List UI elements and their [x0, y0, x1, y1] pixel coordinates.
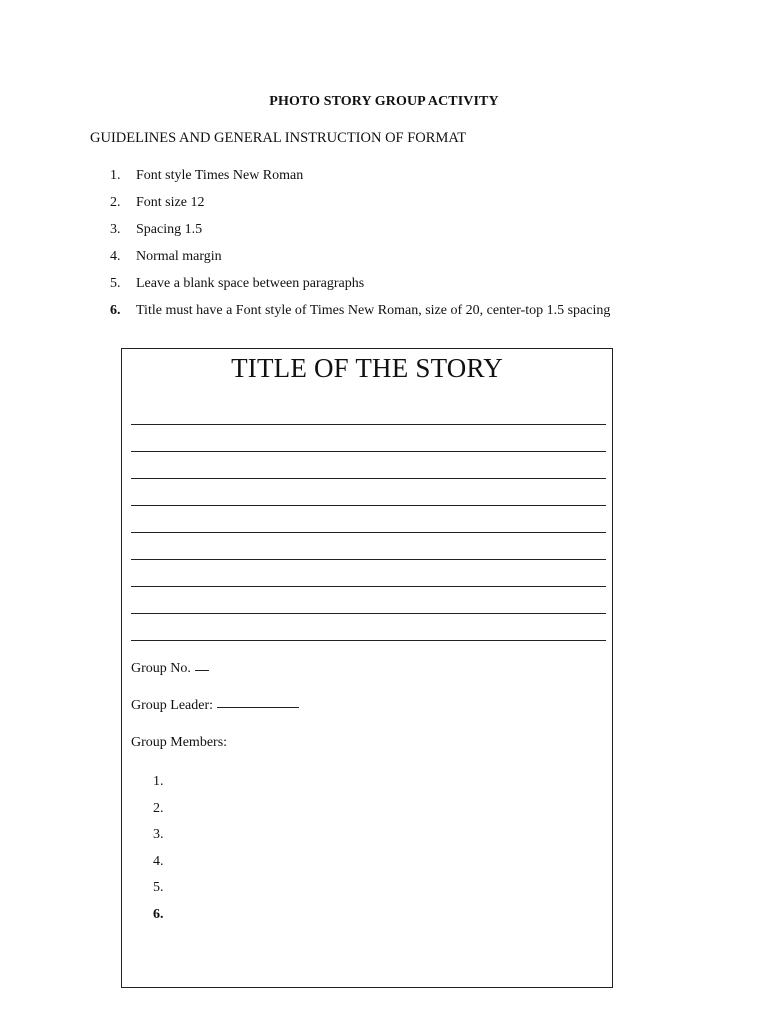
guideline-item	[110, 167, 610, 194]
guideline-item	[110, 194, 610, 221]
group-members-label: Group Members:	[131, 735, 228, 750]
story-template-box	[121, 348, 613, 988]
guideline-item	[110, 302, 610, 329]
guideline-text: Normal margin	[136, 249, 222, 264]
guideline-number: 2.	[110, 195, 121, 210]
members-list	[153, 774, 164, 933]
group-leader-blank	[217, 706, 299, 708]
writing-line	[131, 614, 606, 641]
guideline-item	[110, 221, 610, 248]
group-no-field	[131, 661, 209, 677]
guideline-number: 4.	[110, 249, 121, 264]
member-item: 6.	[153, 906, 164, 922]
guideline-number: 6.	[110, 303, 121, 318]
writing-lines	[131, 424, 606, 641]
group-leader-field	[131, 698, 299, 714]
guidelines-heading: GUIDELINES AND GENERAL INSTRUCTION OF FORMAT	[90, 130, 467, 146]
guideline-text: Leave a blank space between paragraphs	[136, 276, 365, 291]
writing-line	[131, 425, 606, 452]
guideline-number: 3.	[110, 222, 121, 237]
group-members-field	[131, 735, 227, 751]
guideline-number: 1.	[110, 168, 121, 183]
guideline-text: Font style Times New Roman	[136, 168, 304, 183]
member-item: 2.	[153, 800, 164, 816]
group-no-label: Group No.	[131, 661, 191, 676]
guideline-text: Spacing 1.5	[136, 222, 203, 237]
member-item: 1.	[153, 774, 164, 789]
group-leader-label: Group Leader:	[131, 698, 214, 713]
guideline-text: Title must have a Font style of Times New Roman, size of 20, center-top 1.5 spacing	[136, 303, 611, 318]
member-item: 3.	[153, 827, 164, 842]
writing-line	[131, 587, 606, 614]
writing-line	[131, 452, 606, 479]
guideline-item	[110, 275, 610, 302]
member-item: 5.	[153, 880, 164, 895]
guideline-number: 5.	[110, 276, 121, 291]
group-no-blank	[195, 669, 209, 671]
guideline-item	[110, 248, 610, 275]
story-title: TITLE OF THE STORY	[231, 353, 503, 383]
writing-line	[131, 533, 606, 560]
writing-line	[131, 479, 606, 506]
guidelines-list	[110, 167, 610, 329]
writing-line	[131, 506, 606, 533]
writing-line	[131, 560, 606, 587]
member-item: 4.	[153, 853, 164, 869]
page-title: PHOTO STORY GROUP ACTIVITY	[269, 94, 499, 109]
guideline-text: Font size 12	[136, 195, 205, 210]
